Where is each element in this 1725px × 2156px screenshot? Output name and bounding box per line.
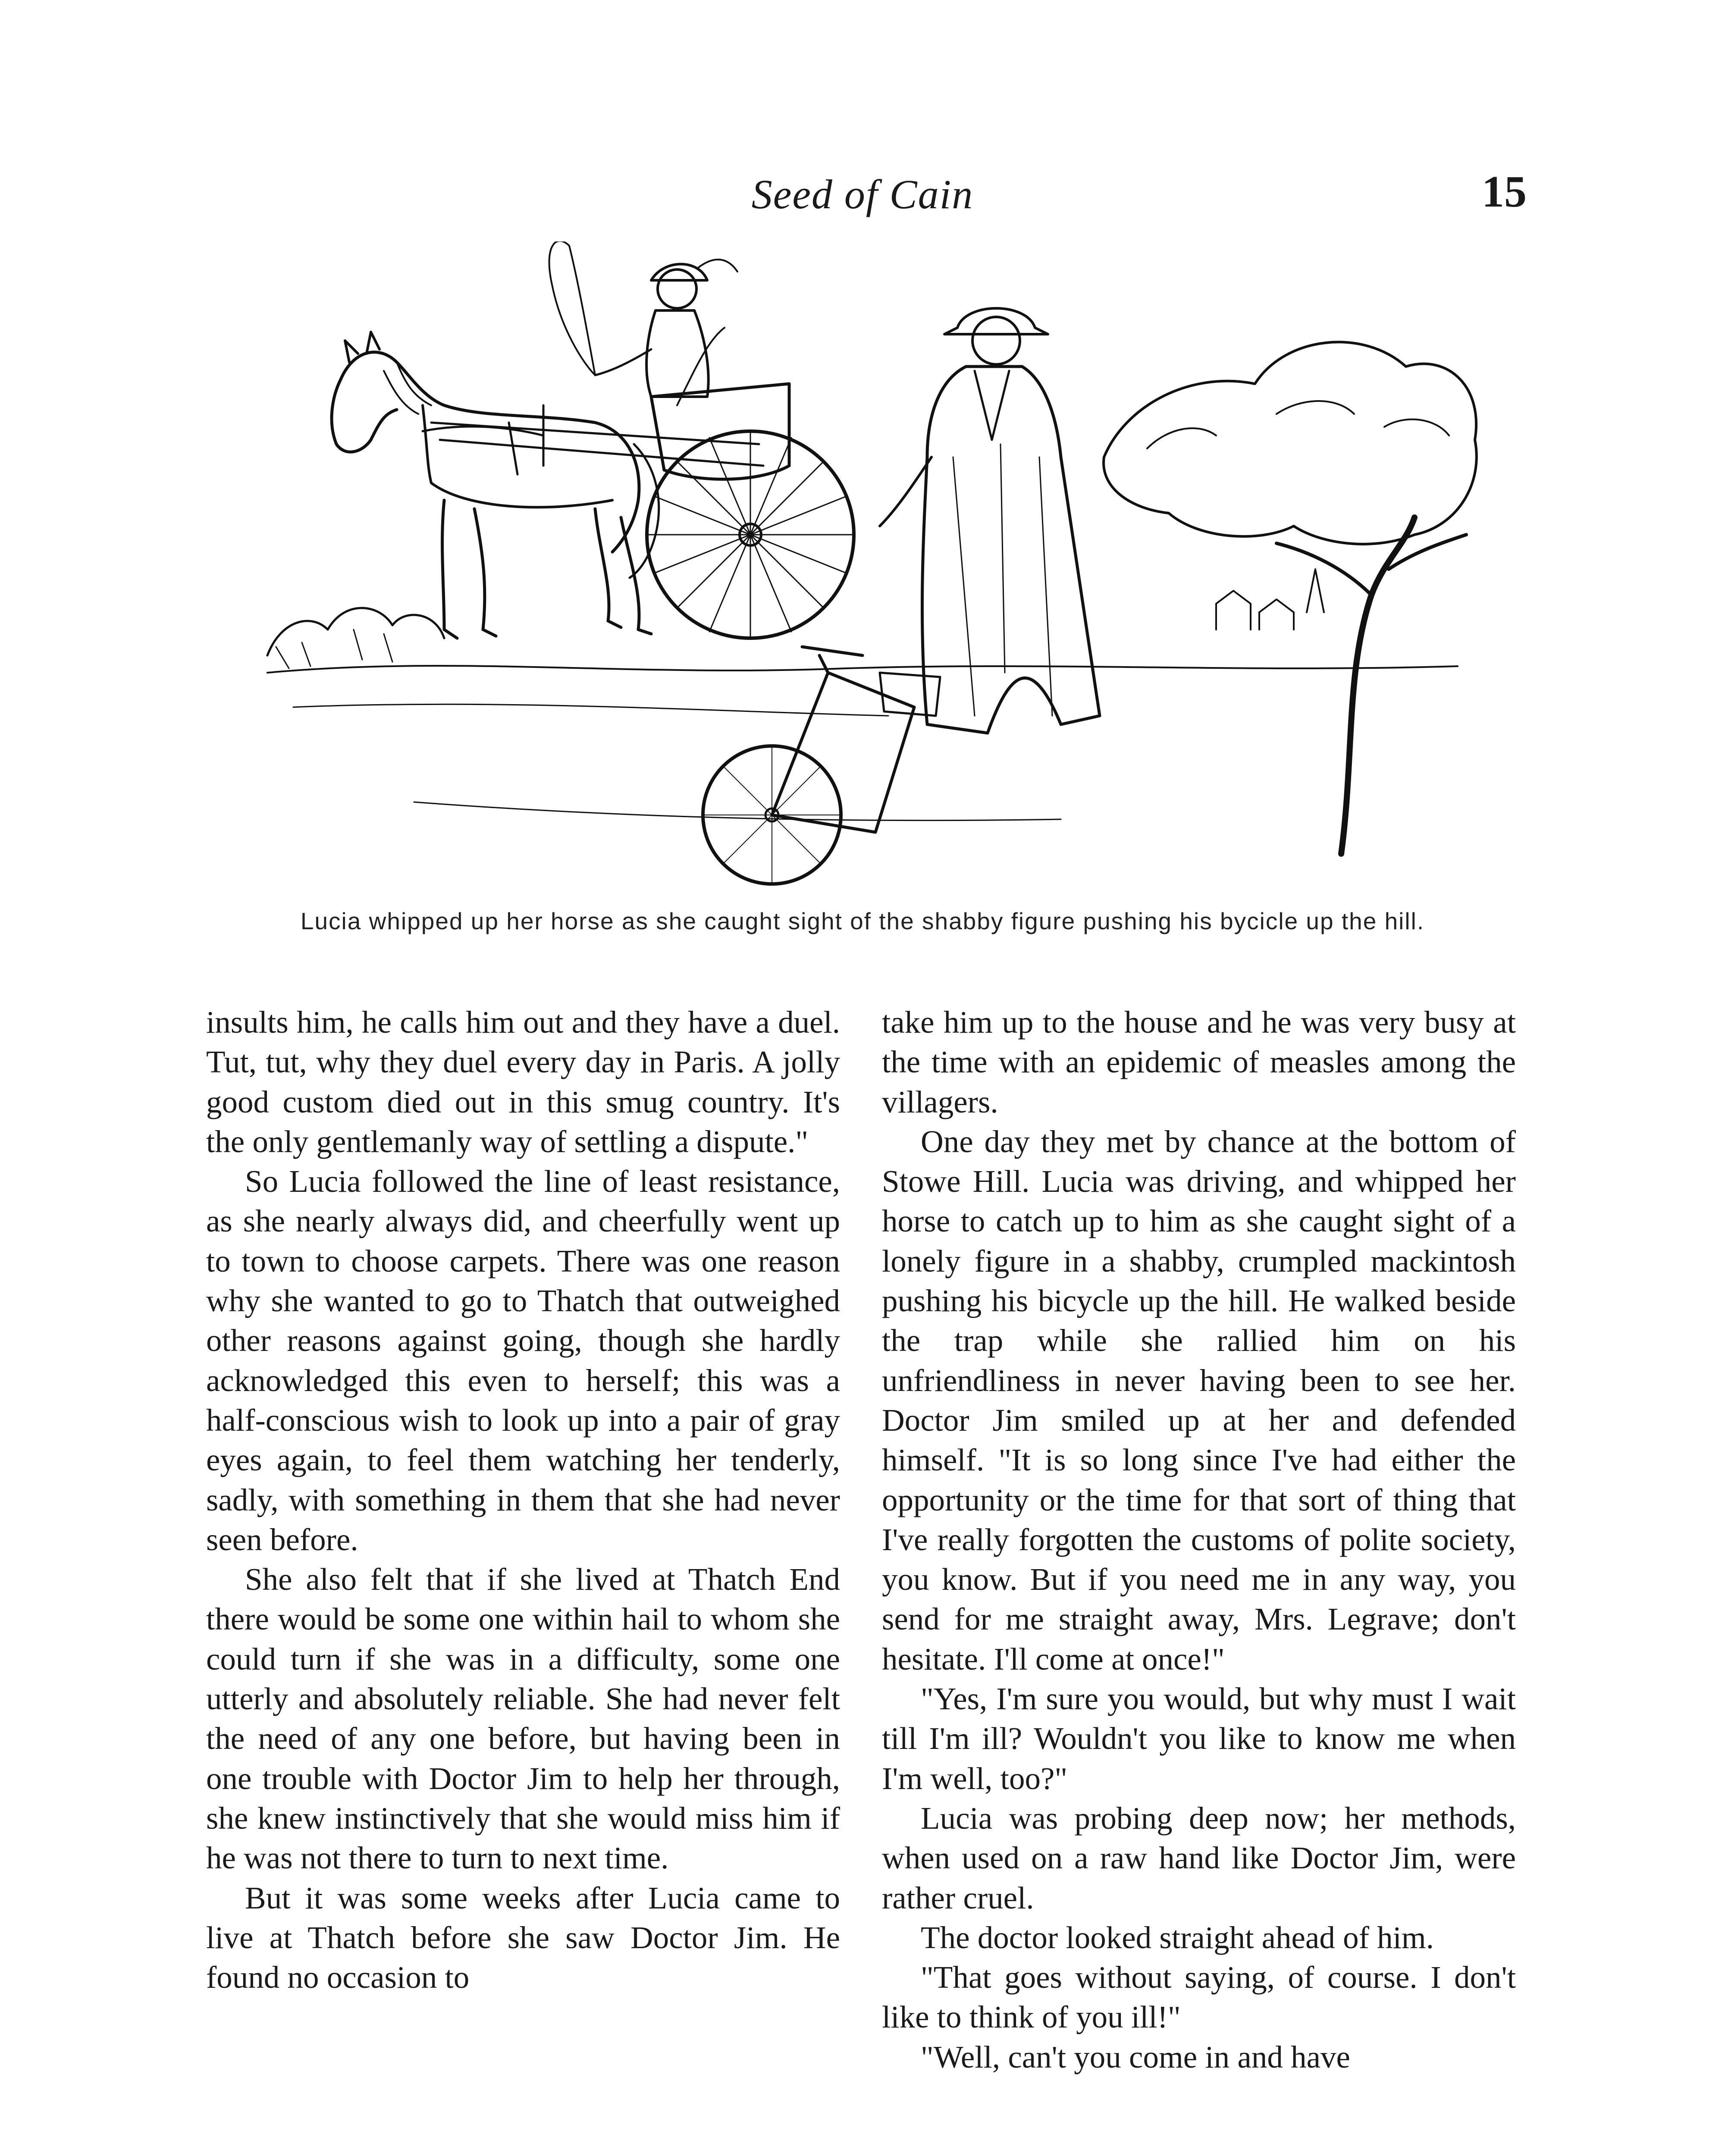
right-paragraph-5: The doctor looked straight ahead of him. xyxy=(921,1920,1434,1955)
left-paragraph-4: But it was some weeks after Lucia came to live at Thatch before she saw Doctor Jim. He found no occasion to xyxy=(206,1880,840,1995)
right-paragraph-3: "Yes, I'm sure you would, but why must I wait till I'm ill? Wouldn't you like to know me when I'm well, too?" xyxy=(882,1681,1516,1796)
page-header-title: Seed of Cain xyxy=(751,171,974,217)
right-paragraph-7: "Well, can't you come in and have xyxy=(921,2039,1350,2075)
left-paragraph-1: insults him, he calls him out and they have a duel. Tut, tut, why they duel every day in Paris. A jolly good custom died out in this smug country. It's the only gentlemanly way of settling a dispute." xyxy=(206,1005,840,1159)
left-paragraph-3: She also felt that if she lived at Thatch End there would be some one within hail to whom she could turn if she was in a difficulty, some one utterly and absolutely reliable. She had never felt the need of any one before, but having been in one trouble with Doctor Jim to help her through, she knew instinctively that she would miss him if he was not there to turn to next time. xyxy=(206,1562,840,1876)
page-number: 15 xyxy=(1482,167,1527,216)
right-paragraph-2: One day they met by chance at the bottom of Stowe Hill. Lucia was driving, and whipped her horse to catch up to him as she caught sight of a lonely figure in a shabby, crumpled mackintosh pushing his bicycle up the hill. He walked beside the trap while she rallied him on his unfriendliness in never having been to see her. Doctor Jim smiled up at her and defended himself. "It is so long since I've had either the opportunity or the time for that sort of thing that I've really forgotten the customs of polite society, you know. But if you need me in any way, you send for me straight away, Mrs. Legrave; don't hesitate. I'll come at once!" xyxy=(882,1124,1516,1677)
illustration-horse-carriage-scene xyxy=(242,241,1484,888)
left-paragraph-2: So Lucia followed the line of least resistance, as she nearly always did, and cheerfully went up to town to choose carpets. There was one reason why she wanted to go to Thatch that outweighed other reasons against going, though she hardly acknowledged this even to herself; this was a half-conscious wish to look up into a pair of gray eyes again, to feel them watching her tenderly, sadly, with something in them that she had never seen before. xyxy=(206,1164,840,1557)
right-paragraph-6: "That goes without saying, of course. I don't like to think of you ill!" xyxy=(882,1960,1516,2035)
right-paragraph-1: take him up to the house and he was very busy at the time with an epidemic of measles among the villagers. xyxy=(882,1005,1516,1119)
left-text-column xyxy=(206,1003,840,1997)
right-paragraph-4: Lucia was probing deep now; her methods, when used on a raw hand like Doctor Jim, were rather cruel. xyxy=(882,1800,1516,1915)
illustration-caption: Lucia whipped up her horse as she caught sight of the shabby figure pushing his bycicle up the hill. xyxy=(300,908,1425,934)
right-text-column xyxy=(882,1003,1516,2077)
